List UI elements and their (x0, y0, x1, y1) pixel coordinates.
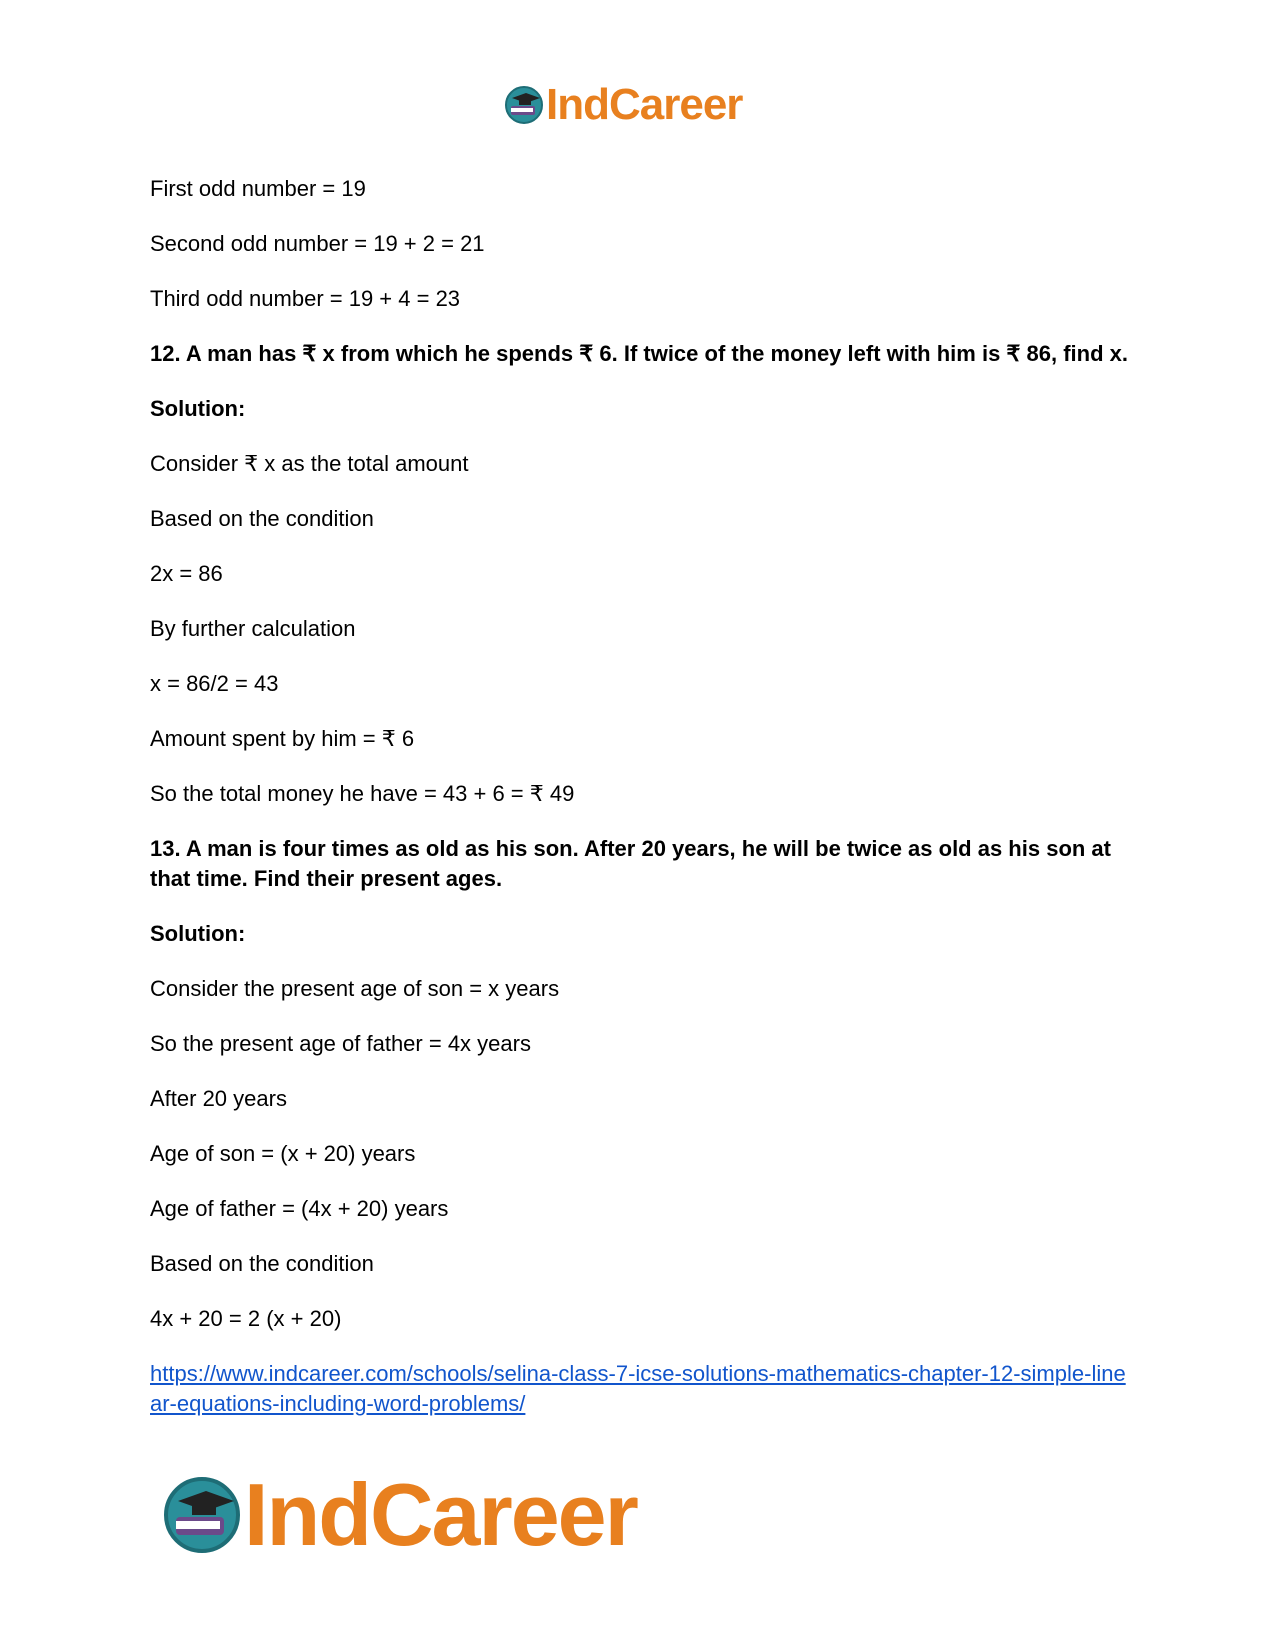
footer-logo (162, 1465, 637, 1564)
solution-step: After 20 years (150, 1086, 287, 1111)
graduation-cap-book-icon (162, 1475, 242, 1555)
text-line: Third odd number = 19 + 4 = 23 (150, 286, 461, 311)
source-link[interactable]: https://www.indcareer.com/schools/selina-class-7-icse-solutions-mathematics-chapter-12-simple-linear-equations-including-word-problems/ (150, 1361, 1126, 1416)
header-logo (504, 80, 742, 130)
solution-step: 2x = 86 (150, 561, 223, 586)
text-line: Second odd number = 19 + 2 = 21 (150, 231, 485, 256)
footer-logo-text: IndCareer (244, 1465, 637, 1564)
solution-step: So the total money he have = 43 + 6 = ₹ 49 (150, 781, 575, 806)
solution-label: Solution: (150, 921, 246, 946)
question-13: 13. A man is four times as old as his son. After 20 years, he will be twice as old as his son at that time. Find their present ages. (150, 836, 1118, 891)
solution-step: Based on the condition (150, 1251, 374, 1276)
solution-step: Consider ₹ x as the total amount (150, 451, 469, 476)
solution-step: x = 86/2 = 43 (150, 671, 279, 696)
solution-step: So the present age of father = 4x years (150, 1031, 531, 1056)
header-logo-text: IndCareer (546, 80, 743, 129)
solution-label: Solution: (150, 396, 246, 421)
text-line: First odd number = 19 (150, 176, 366, 201)
solution-step: By further calculation (150, 616, 356, 641)
graduation-cap-book-icon (504, 85, 544, 125)
solution-step: Age of son = (x + 20) years (150, 1141, 416, 1166)
solution-step: Amount spent by him = ₹ 6 (150, 726, 415, 751)
solution-step: Age of father = (4x + 20) years (150, 1196, 449, 1221)
solution-step: Based on the condition (150, 506, 374, 531)
solution-step: Consider the present age of son = x years (150, 976, 560, 1001)
document-body (150, 174, 1130, 1419)
solution-step: 4x + 20 = 2 (x + 20) (150, 1306, 342, 1331)
question-12: 12. A man has ₹ x from which he spends ₹ 6. If twice of the money left with him is ₹ 86, find x. (150, 341, 1129, 366)
